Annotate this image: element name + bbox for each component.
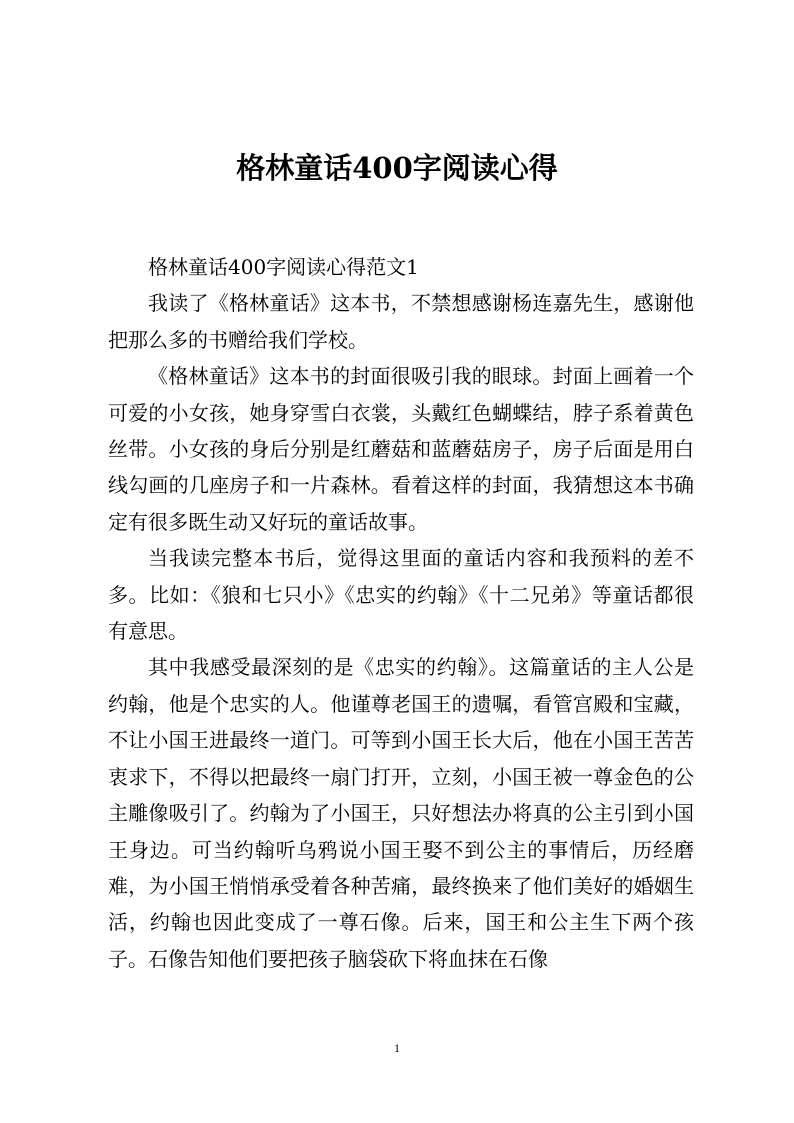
- paragraph: 《格林童话》这本书的封面很吸引我的眼球。封面上画着一个可爱的小女孩，她身穿雪白衣裳，头戴红色蝴蝶结，脖子系着黄色丝带。小女孩的身后分别是红蘑菇和蓝蘑菇房子，房子后面是用白线勾画的几座房子和一片森林。看着这样的封面，我猜想这本书确定有很多既生动又好玩的童话故事。: [108, 364, 694, 534]
- document-title: 格林童话400字阅读心得: [236, 151, 558, 185]
- paragraph: 我读了《格林童话》这本书，不禁想感谢杨连嘉先生，感谢他把那么多的书赠给我们学校。: [108, 291, 694, 352]
- document-body: [108, 249, 694, 977]
- paragraph: 当我读完整本书后，觉得这里面的童话内容和我预料的差不多。比如：《狼和七只小》《忠实的约翰》《十二兄弟》等童话都很有意思。: [108, 546, 694, 644]
- paragraph: 其中我感受最深刻的是《忠实的约翰》。这篇童话的主人公是约翰，他是个忠实的人。他谨尊老国王的遗嘱，看管宫殿和宝藏，不让小国王进最终一道门。可等到小国王长大后，他在小国王苦苦衷求下，不得以把最终一扇门打开，立刻，小国王被一尊金色的公主雕像吸引了。约翰为了小国王，只好想法办将真的公主引到小国王身边。可当约翰听乌鸦说小国王娶不到公主的事情后，历经磨难，为小国王悄悄承受着各种苦痛，最终换来了他们美好的婚姻生活，约翰也因此变成了一尊石像。后来，国王和公主生下两个孩子。石像告知他们要把孩子脑袋砍下将血抹在石像: [108, 655, 694, 971]
- page-number: 1: [394, 1041, 400, 1055]
- paragraph-subtitle: 格林童话400字阅读心得范文1: [148, 255, 419, 279]
